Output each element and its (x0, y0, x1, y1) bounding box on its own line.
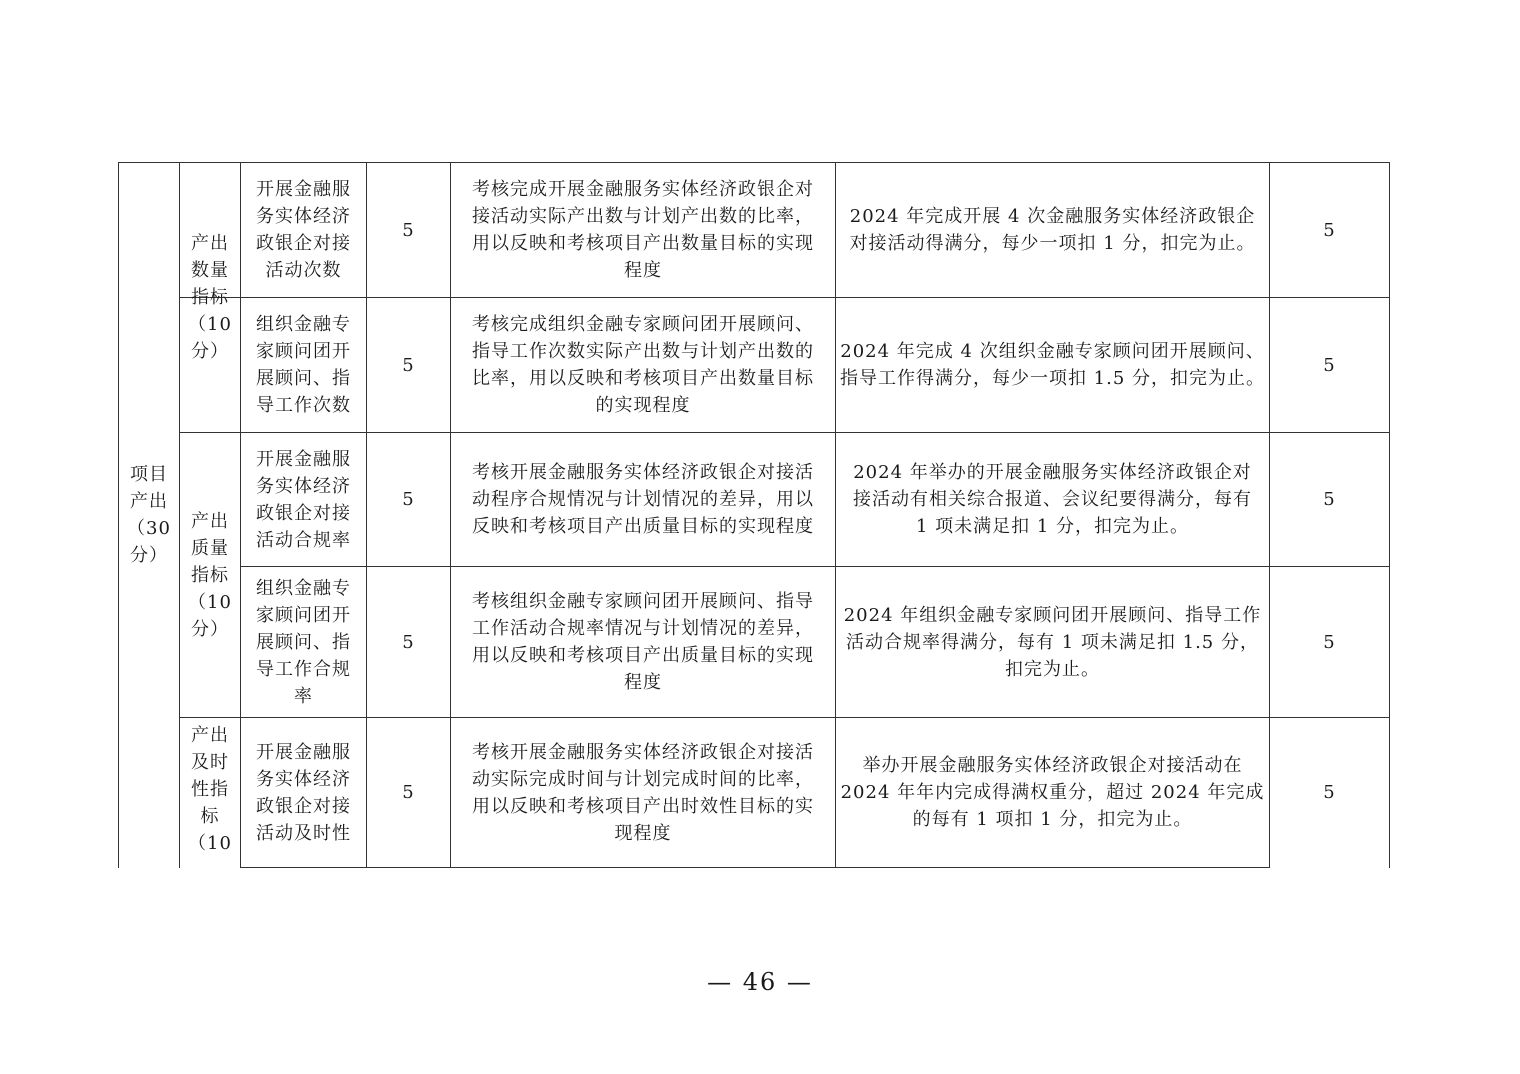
table-row-standard: 2024 年完成开展 4 次金融服务实体经济政银企 对接活动得满分，每少一项扣 1 分，扣完为止。 (849, 206, 1256, 254)
table-row-score: 5 (1323, 219, 1336, 241)
table-row-weight: 5 (402, 354, 415, 376)
table-row-standard: 举办开展金融服务实体经济政银企对接活动在 2024 年年内完成得满权重分，超过 2024 年完成 的每有 1 项扣 1 分，扣完为止。 (840, 755, 1265, 830)
table-row-weight: 5 (402, 631, 415, 653)
table-row-score: 5 (1323, 782, 1336, 803)
group-label-timeliness: 产出 及时 性指 标 （10 (188, 725, 232, 854)
table-row-score: 5 (1323, 354, 1336, 376)
table-row-indicator: 组织金融专 家顾问团开 展顾问、指 导工作次数 (256, 314, 351, 416)
table-row-standard: 2024 年组织金融专家顾问团开展顾问、指导工作 活动合规率得满分，每有 1 项未满足扣 1.5 分， 扣完为止。 (843, 604, 1262, 680)
evaluation-table (118, 162, 1390, 868)
table-row-description: 考核完成组织金融专家顾问团开展顾问、 指导工作次数实际产出数与计划产出数的 比率，用以反映和考核项目产出数量目标 的实现程度 (472, 314, 814, 416)
row-divider-bottom (240, 867, 1269, 868)
table-border-right (1389, 162, 1390, 868)
table-row-indicator: 开展金融服 务实体经济 政银企对接 活动次数 (256, 179, 351, 281)
table-row-standard: 2024 年举办的开展金融服务实体经济政银企对 接活动有相关综合报道、会议纪要得满分，每有 1 项未满足扣 1 分，扣完为止。 (853, 462, 1252, 537)
table-row-indicator: 开展金融服 务实体经济 政银企对接 活动合规率 (256, 448, 351, 551)
group-label-quantity: 产出 数量 指标 （10 分） (188, 233, 232, 362)
table-row-weight: 5 (402, 219, 415, 241)
table-row-score: 5 (1323, 489, 1336, 510)
table-row-standard: 2024 年完成 4 次组织金融专家顾问团开展顾问、 指导工作得满分，每少一项扣 1.5 分，扣完为止。 (839, 341, 1266, 389)
category-label: 项目 产出 （30 分） (127, 464, 171, 566)
table-row-weight: 5 (402, 489, 415, 510)
page-number: — 46 — (707, 968, 813, 996)
table-row-score: 5 (1323, 631, 1336, 653)
group-label-quality: 产出 质量 指标 （10 分） (188, 510, 232, 640)
table-row-description: 考核组织金融专家顾问团开展顾问、指导 工作活动合规率情况与计划情况的差异， 用以反映和考核项目产出质量目标的实现 程度 (472, 591, 814, 693)
table-row-description: 考核完成开展金融服务实体经济政银企对 接活动实际产出数与计划产出数的比率， 用以反映和考核项目产出数量目标的实现 程度 (472, 179, 814, 281)
table-row-description: 考核开展金融服务实体经济政银企对接活 动程序合规情况与计划情况的差异，用以 反映和考核项目产出质量目标的实现程度 (472, 462, 814, 537)
table-row-indicator: 组织金融专 家顾问团开 展顾问、指 导工作合规 率 (256, 577, 351, 707)
table-row-indicator: 开展金融服 务实体经济 政银企对接 活动及时性 (256, 741, 351, 844)
table-row-description: 考核开展金融服务实体经济政银企对接活 动实际完成时间与计划完成时间的比率， 用以反映和考核项目产出时效性目标的实 现程度 (472, 741, 814, 844)
table-row-weight: 5 (402, 782, 415, 803)
